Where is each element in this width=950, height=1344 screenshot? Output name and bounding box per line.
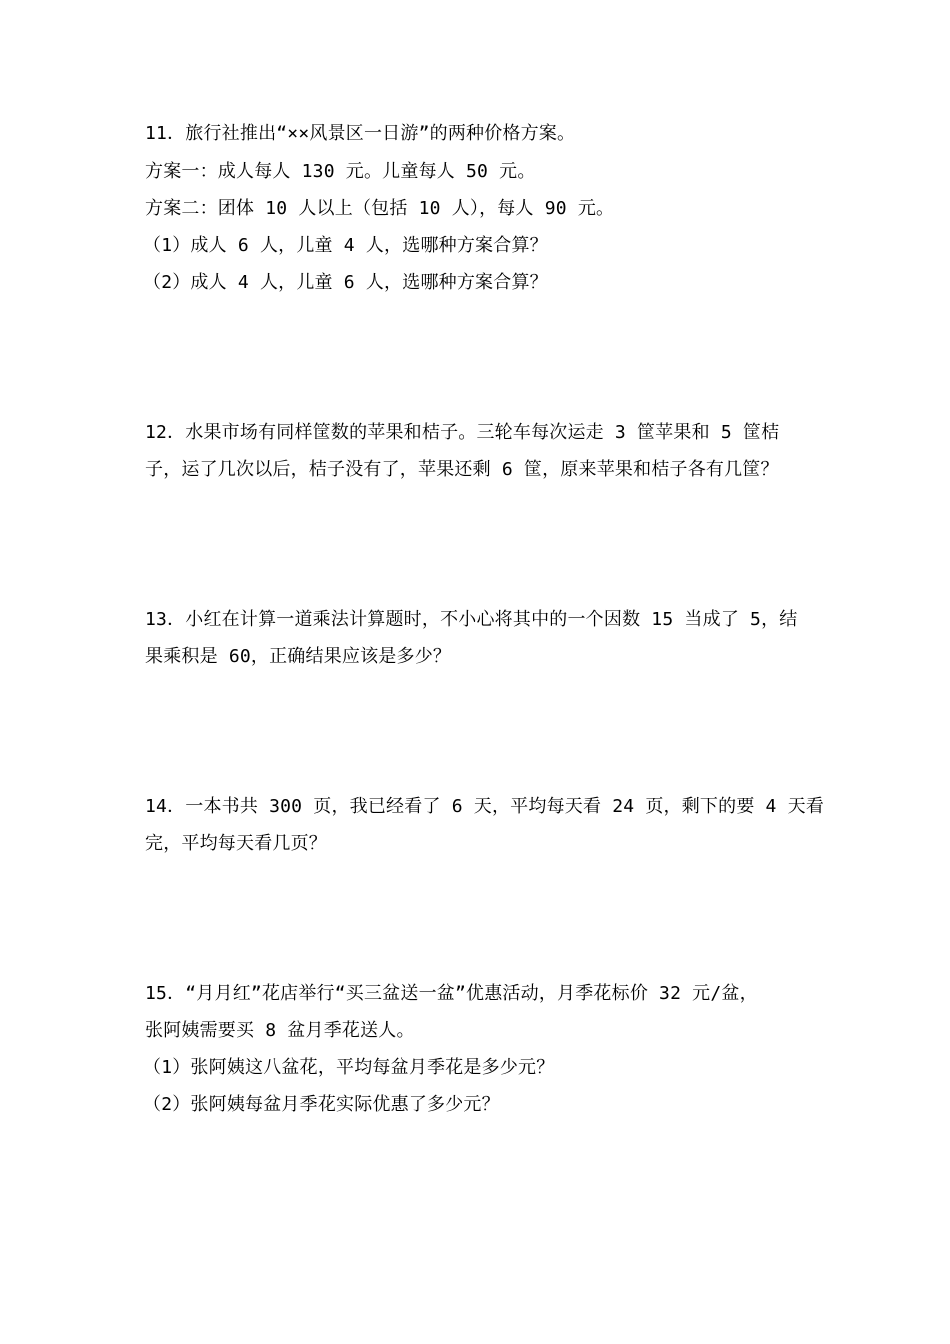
question-13-line-2: 果乘积是 60，正确结果应该是多少？ (145, 646, 452, 667)
question-11-part-1: （1）成人 6 人，儿童 4 人，选哪种方案合算？ (143, 235, 548, 256)
question-15-part-1: （1）张阿姨这八盆花，平均每盆月季花是多少元？ (143, 1057, 555, 1078)
question-14-line-1: 14．一本书共 300 页，我已经看了 6 天，平均每天看 24 页，剩下的要 4 天看 (145, 796, 825, 817)
question-11-stem: 11．旅行社推出“××风景区一日游”的两种价格方案。 (145, 123, 576, 144)
question-15-line-2: 张阿姨需要买 8 盆月季花送人。 (145, 1020, 415, 1041)
question-15-part-2: （2）张阿姨每盆月季花实际优惠了多少元？ (143, 1094, 500, 1115)
question-15-line-1: 15．“月月红”花店举行“买三盆送一盆”优惠活动，月季花标价 32 元/盆， (145, 983, 758, 1004)
question-11-plan-two: 方案二：团体 10 人以上（包括 10 人），每人 90 元。 (145, 198, 615, 219)
question-14-line-2: 完，平均每天看几页？ (145, 833, 327, 854)
question-11-part-2: （2）成人 4 人，儿童 6 人，选哪种方案合算？ (143, 272, 548, 293)
question-12-line-2: 子，运了几次以后，桔子没有了，苹果还剩 6 筐，原来苹果和桔子各有几筐？ (145, 459, 779, 480)
question-13-line-1: 13．小红在计算一道乘法计算题时，不小心将其中的一个因数 15 当成了 5，结 (145, 609, 798, 630)
question-12-line-1: 12．水果市场有同样筐数的苹果和桔子。三轮车每次运走 3 筐苹果和 5 筐桔 (145, 422, 780, 443)
question-11-plan-one: 方案一：成人每人 130 元。儿童每人 50 元。 (145, 161, 536, 182)
